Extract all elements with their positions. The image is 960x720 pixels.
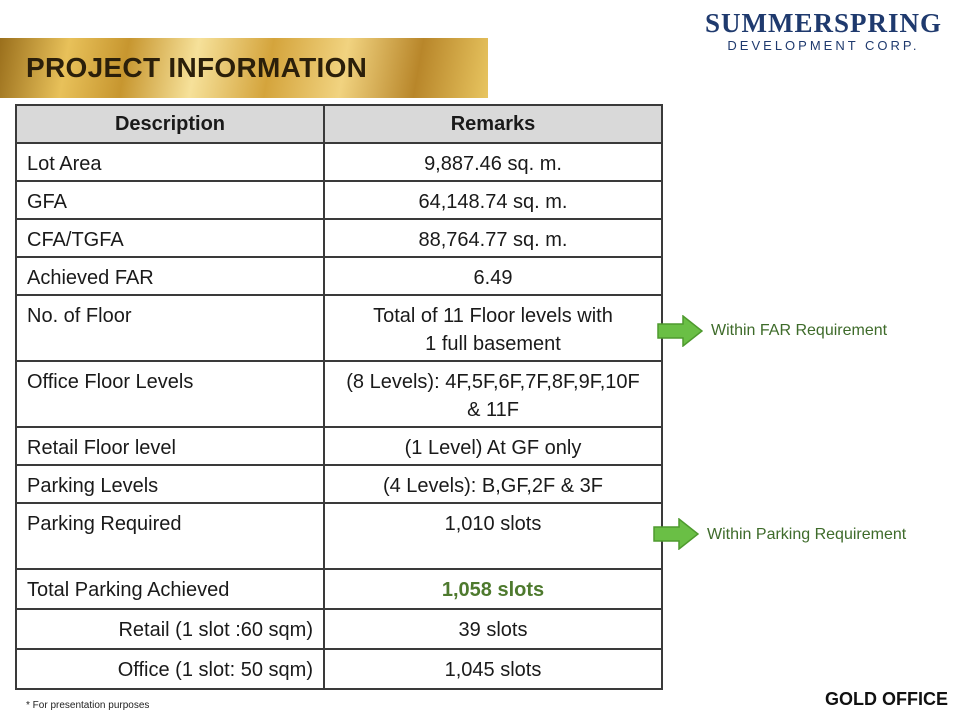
row-description: GFA	[16, 181, 324, 219]
row-remarks: 88,764.77 sq. m.	[324, 219, 662, 257]
table-row	[16, 219, 662, 257]
row-remarks	[324, 295, 662, 361]
table-row	[16, 257, 662, 295]
table-row	[16, 295, 662, 361]
row-description: CFA/TGFA	[16, 219, 324, 257]
row-remarks: 39 slots	[324, 609, 662, 649]
row-description: Office Floor Levels	[16, 361, 324, 427]
table-row	[16, 181, 662, 219]
project-info-table	[15, 104, 663, 690]
remarks-line: (8 Levels): 4F,5F,6F,7F,8F,9F,10F	[346, 371, 640, 393]
row-description: Retail Floor level	[16, 427, 324, 465]
row-description: Total Parking Achieved	[16, 569, 324, 609]
header-description: Description	[16, 105, 324, 143]
row-remarks: 9,887.46 sq. m.	[324, 143, 662, 181]
table-row	[16, 503, 662, 569]
header-remarks: Remarks	[324, 105, 662, 143]
page-title: PROJECT INFORMATION	[26, 52, 368, 83]
table-header-row	[16, 105, 662, 143]
row-remarks: (1 Level) At GF only	[324, 427, 662, 465]
row-description: Lot Area	[16, 143, 324, 181]
row-remarks: 1,045 slots	[324, 649, 662, 689]
table-row	[16, 649, 662, 689]
logo-main-text: SUMMERSPRING	[704, 8, 942, 38]
logo-sub-text: DEVELOPMENT CORP.	[727, 38, 920, 53]
right-arrow-icon	[653, 518, 699, 550]
table-row	[16, 609, 662, 649]
row-remarks	[324, 361, 662, 427]
table-row	[16, 427, 662, 465]
right-arrow-icon	[657, 315, 703, 347]
row-remarks-highlight: 1,058 slots	[324, 569, 662, 609]
row-description: Retail (1 slot :60 sqm)	[16, 609, 324, 649]
row-remarks: (4 Levels): B,GF,2F & 3F	[324, 465, 662, 503]
table-row	[16, 465, 662, 503]
title-banner	[0, 38, 488, 98]
footer-label: GOLD OFFICE	[825, 689, 948, 709]
row-remarks: 64,148.74 sq. m.	[324, 181, 662, 219]
table-row	[16, 569, 662, 609]
row-description: Parking Levels	[16, 465, 324, 503]
remarks-line: Total of 11 Floor levels with	[373, 305, 613, 327]
row-remarks: 6.49	[324, 257, 662, 295]
table-row	[16, 361, 662, 427]
row-description: Parking Required	[16, 503, 324, 569]
parking-requirement-note: Within Parking Requirement	[707, 526, 907, 543]
row-description: No. of Floor	[16, 295, 324, 361]
footnote: * For presentation purposes	[26, 700, 150, 711]
remarks-line: 1 full basement	[425, 333, 561, 355]
row-description: Achieved FAR	[16, 257, 324, 295]
row-description: Office (1 slot: 50 sqm)	[16, 649, 324, 689]
remarks-line: & 11F	[467, 399, 519, 421]
far-requirement-note: Within FAR Requirement	[711, 322, 888, 339]
row-remarks: 1,010 slots	[324, 503, 662, 569]
table-row	[16, 143, 662, 181]
company-logo	[705, 8, 942, 54]
